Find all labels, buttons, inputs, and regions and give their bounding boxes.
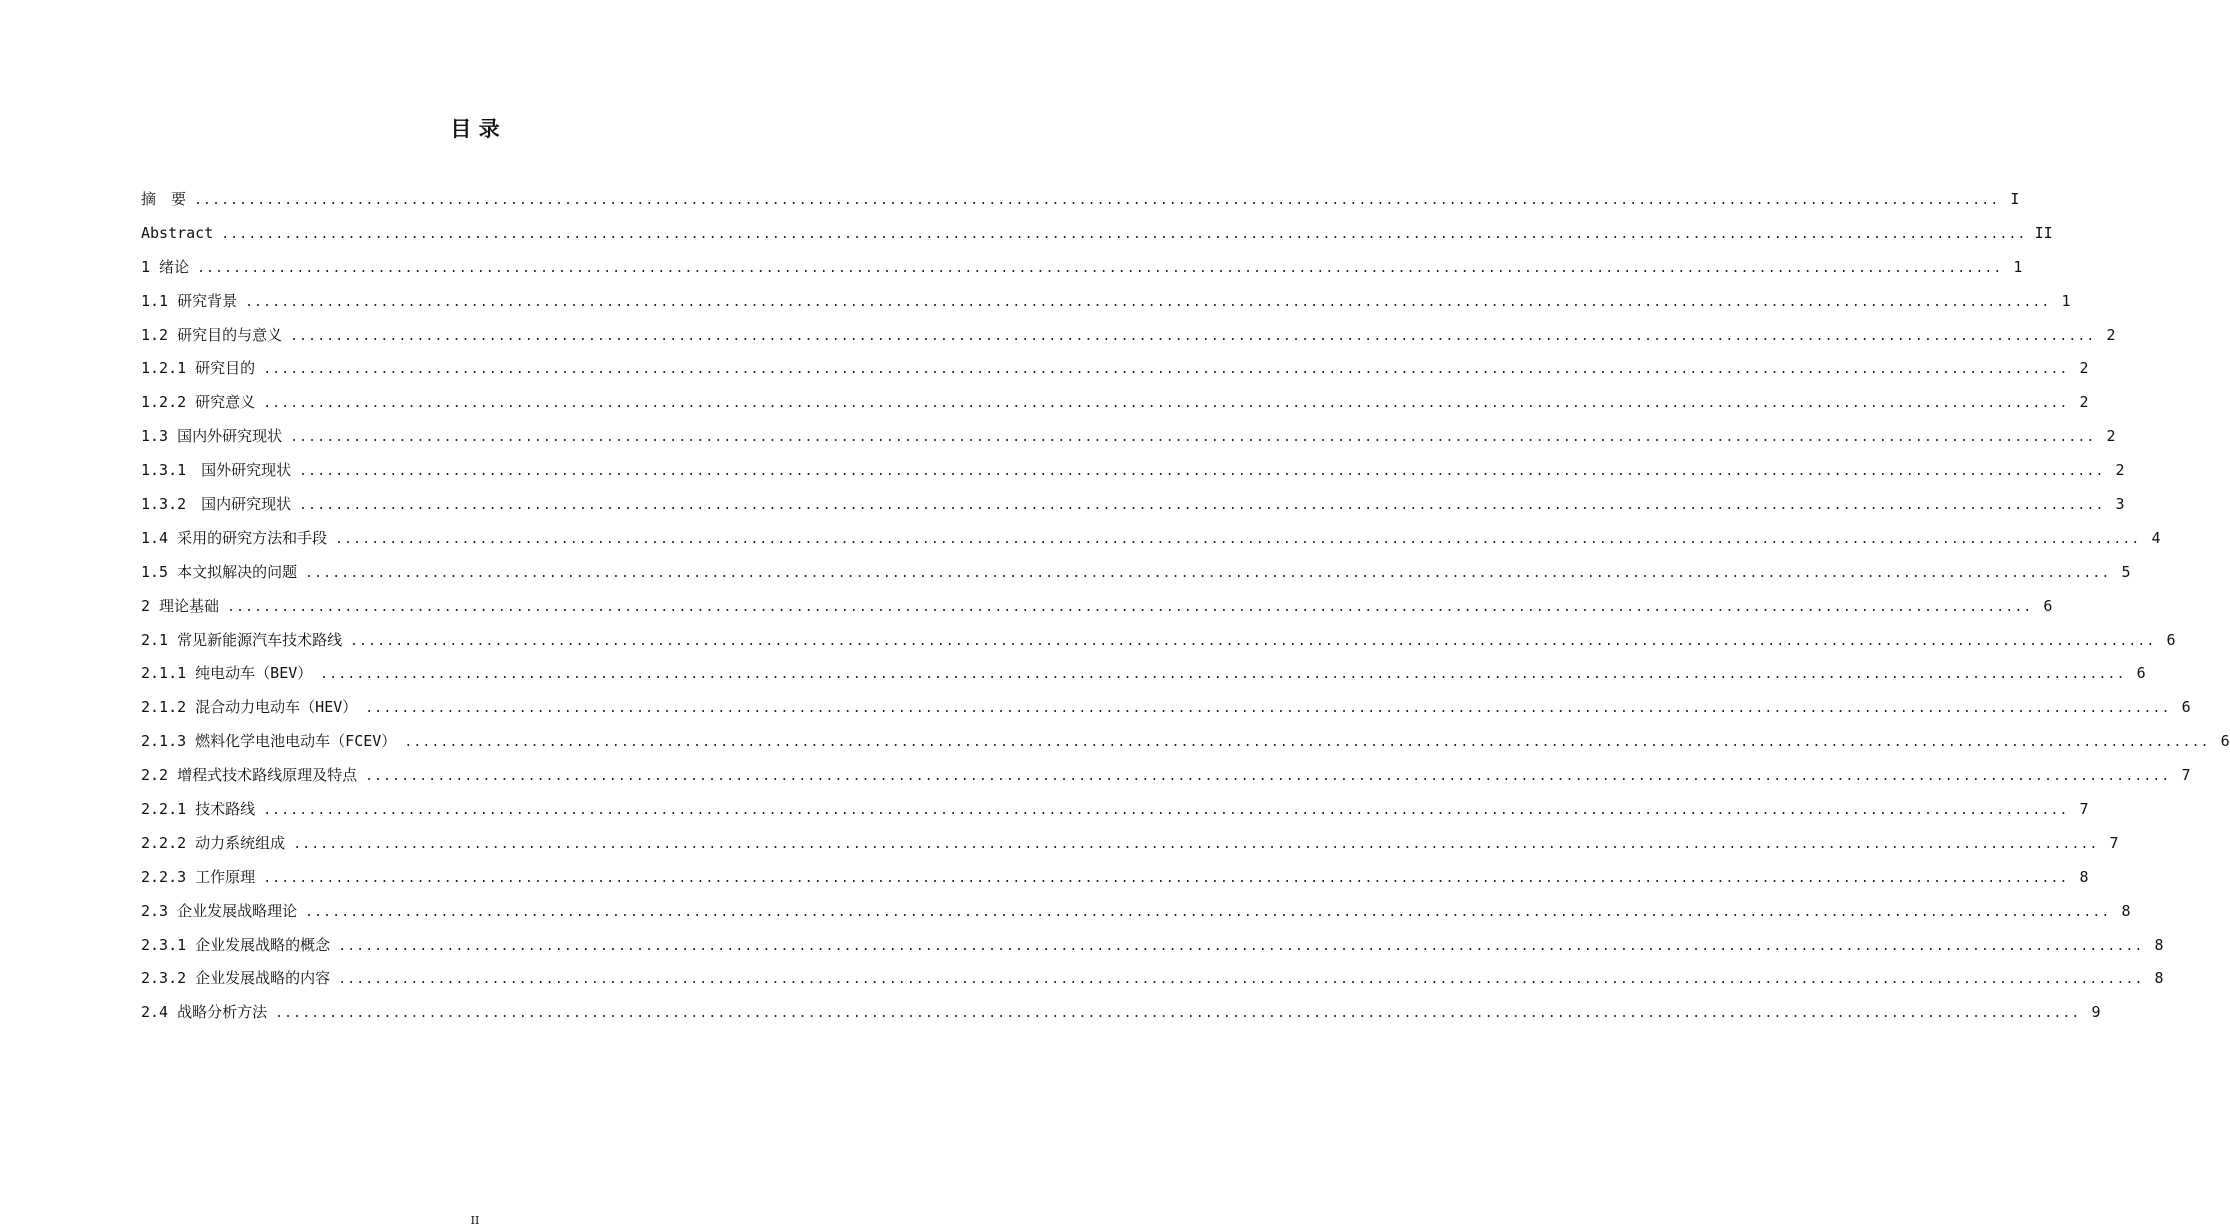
toc-entry[interactable] [141, 454, 2125, 488]
toc-entry-label: 1.5 本文拟解决的问题 [141, 562, 298, 581]
toc-entry[interactable] [141, 793, 2089, 827]
toc-entry-page-number: 6 [2136, 664, 2146, 683]
toc-entry[interactable] [141, 285, 2071, 319]
toc-entry-label: 摘 要 [141, 190, 187, 208]
toc-dot-leader: ........................................................................................................................................................................................................ [293, 836, 2099, 852]
toc-entry-page-number: 7 [2079, 800, 2089, 819]
toc-dot-leader: ........................................................................................................................................................................................................ [194, 193, 2000, 208]
toc-entry-page-number: 8 [2154, 969, 2164, 988]
toc-entry-label: 1.3.1 国外研究现状 [141, 461, 292, 480]
toc-entry-label: 2.2 增程式技术路线原理及特点 [141, 766, 358, 785]
toc-entry-label: Abstract [141, 223, 214, 242]
toc-entry-page-number: 6 [2181, 698, 2191, 717]
toc-dot-leader: ........................................................................................................................................................................................................ [263, 362, 2069, 378]
toc-entry-label: 2 理论基础 [141, 596, 220, 615]
toc-dot-leader: ........................................................................................................................................................................................................ [263, 396, 2069, 412]
toc-entry-label: 2.1 常见新能源汽车技术路线 [141, 630, 343, 649]
toc-entry[interactable] [141, 759, 2191, 793]
toc-entry[interactable] [141, 590, 2053, 624]
toc-entry-page-number: 8 [2121, 901, 2131, 920]
toc-dot-leader: ........................................................................................................................................................................................................ [338, 972, 2144, 988]
toc-entry-label: 2.1.1 纯电动车（BEV） [141, 664, 313, 683]
page-number-footer: II [470, 1214, 480, 1227]
toc-dot-leader: ........................................................................................................................................................................................................ [221, 226, 2027, 242]
toc-entry[interactable] [141, 657, 2146, 691]
toc-entry-label: 1.1 研究背景 [141, 291, 238, 310]
toc-entry[interactable] [141, 217, 2053, 251]
toc-entry-page-number: 1 [2061, 291, 2071, 310]
toc-entry-label: 2.4 战略分析方法 [141, 1003, 268, 1022]
toc-dot-leader: ........................................................................................................................................................................................................ [299, 464, 2105, 480]
toc-entry-label: 1 绪论 [141, 257, 190, 276]
toc-entry[interactable] [141, 420, 2116, 454]
toc-entry-page-number: 3 [2115, 495, 2125, 514]
toc-entry[interactable] [141, 488, 2125, 522]
toc-entry[interactable] [141, 929, 2164, 963]
toc-dot-leader: ........................................................................................................................................................................................................ [197, 260, 2003, 276]
toc-entry-label: 2.1.3 燃料化学电池电动车（FCEV） [141, 732, 397, 751]
toc-dot-leader: ........................................................................................................................................................................................................ [335, 531, 2141, 547]
toc-dot-leader: ........................................................................................................................................................................................................ [299, 498, 2105, 514]
toc-dot-leader: ........................................................................................................................................................................................................ [404, 735, 2210, 751]
toc-entry[interactable] [141, 319, 2116, 353]
toc-entry[interactable] [141, 996, 2101, 1030]
toc-entry-page-number: 6 [2043, 596, 2053, 615]
toc-entry-page-number: 8 [2154, 935, 2164, 954]
toc-entry-label: 1.2.1 研究目的 [141, 359, 256, 378]
toc-entry-page-number: II [2034, 223, 2053, 242]
toc-dot-leader: ........................................................................................................................................................................................................ [320, 667, 2126, 683]
toc-entry[interactable] [141, 183, 2020, 217]
toc-entry-label: 2.2.2 动力系统组成 [141, 833, 286, 852]
toc-entry[interactable] [141, 895, 2131, 929]
toc-entry[interactable] [141, 827, 2119, 861]
toc-entry-page-number: 7 [2109, 833, 2119, 852]
toc-dot-leader: ........................................................................................................................................................................................................ [245, 294, 2051, 310]
toc-entry-page-number: 2 [2079, 359, 2089, 378]
toc-dot-leader: ........................................................................................................................................................................................................ [263, 870, 2069, 886]
toc-entry-page-number: 9 [2091, 1003, 2101, 1022]
toc-entry-page-number: 2 [2079, 393, 2089, 412]
toc-entry-label: 1.4 采用的研究方法和手段 [141, 528, 328, 547]
toc-dot-leader: ........................................................................................................................................................................................................ [290, 328, 2096, 344]
toc-entry[interactable] [141, 522, 2161, 556]
toc-entry-page-number: 2 [2115, 461, 2125, 480]
toc-dot-leader: ........................................................................................................................................................................................................ [305, 904, 2111, 920]
toc-entry-page-number: 1 [2013, 257, 2023, 276]
toc-entry[interactable] [141, 962, 2164, 996]
toc-entry-page-number: 6 [2220, 732, 2230, 751]
toc-entry-page-number: 8 [2079, 867, 2089, 886]
toc-dot-leader: ........................................................................................................................................................................................................ [338, 938, 2144, 954]
toc-entry[interactable] [141, 251, 2023, 285]
toc-entry-label: 1.3 国内外研究现状 [141, 427, 283, 446]
toc-dot-leader: ........................................................................................................................................................................................................ [290, 430, 2096, 446]
toc-entry[interactable] [141, 725, 2230, 759]
toc-entry[interactable] [141, 352, 2089, 386]
toc-entry[interactable] [141, 386, 2089, 420]
toc-dot-leader: ........................................................................................................................................................................................................ [350, 633, 2156, 649]
toc-entry-label: 1.2 研究目的与意义 [141, 325, 283, 344]
toc-entry[interactable] [141, 624, 2176, 658]
toc-entry-page-number: 5 [2121, 562, 2131, 581]
toc-entry-label: 1.3.2 国内研究现状 [141, 495, 292, 514]
toc-entry-page-number: I [2010, 190, 2020, 208]
toc-entry-label: 2.1.2 混合动力电动车（HEV） [141, 698, 358, 717]
toc-entry-label: 1.2.2 研究意义 [141, 393, 256, 412]
toc-entry[interactable] [141, 556, 2131, 590]
toc-entry-label: 2.3.1 企业发展战略的概念 [141, 935, 331, 954]
toc-dot-leader: ........................................................................................................................................................................................................ [365, 701, 2171, 717]
toc-dot-leader: ........................................................................................................................................................................................................ [305, 565, 2111, 581]
toc-entry[interactable] [141, 861, 2089, 895]
toc-entry-label: 2.3.2 企业发展战略的内容 [141, 969, 331, 988]
toc-entry-label: 2.3 企业发展战略理论 [141, 901, 298, 920]
toc-entry-page-number: 7 [2181, 766, 2191, 785]
toc-entry-page-number: 2 [2106, 427, 2116, 446]
toc-entry-page-number: 6 [2166, 630, 2176, 649]
toc-entry-page-number: 4 [2151, 528, 2161, 547]
toc-dot-leader: ........................................................................................................................................................................................................ [275, 1006, 2081, 1022]
toc-entry-label: 2.2.1 技术路线 [141, 800, 256, 819]
toc-entry-page-number: 2 [2106, 325, 2116, 344]
toc-entry[interactable] [141, 691, 2191, 725]
toc-entry-label: 2.2.3 工作原理 [141, 867, 256, 886]
toc-dot-leader: ........................................................................................................................................................................................................ [263, 803, 2069, 819]
toc-dot-leader: ........................................................................................................................................................................................................ [365, 769, 2171, 785]
page-title: 目 录 [450, 117, 500, 141]
toc-dot-leader: ........................................................................................................................................................................................................ [227, 599, 2033, 615]
table-of-contents [141, 183, 2230, 1030]
